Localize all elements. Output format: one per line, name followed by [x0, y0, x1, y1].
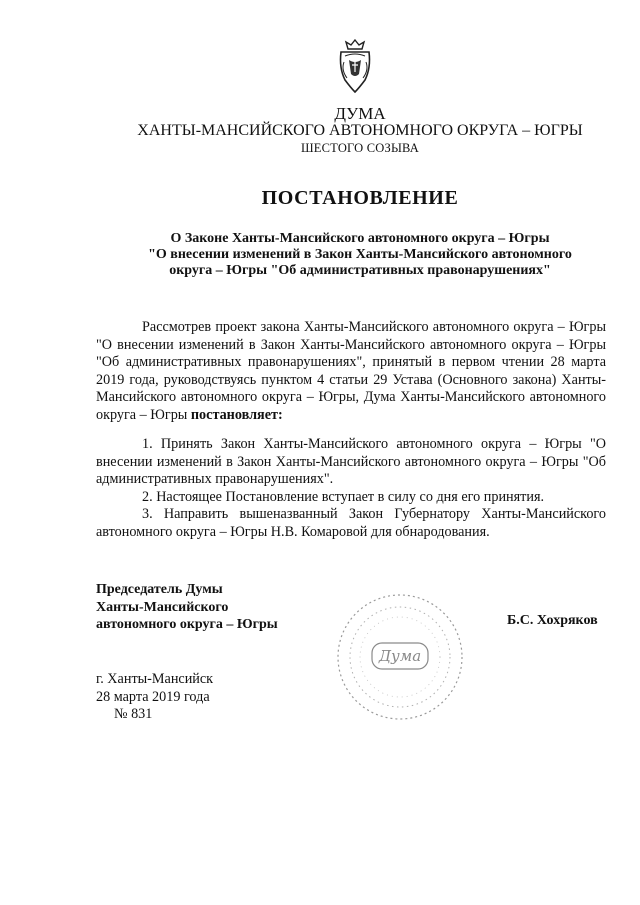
document-number: № 831 — [114, 706, 153, 722]
subject-line: округа – Югры "Об административных правонарушениях" — [169, 263, 551, 278]
signatory-title-line: Председатель Думы — [96, 582, 223, 597]
resolution-item: 1. Принять Закон Ханты-Мансийского автономного округа – Югры "О внесении изменений в Закон Ханты-Мансийского автономного округа – Югры "Об административных правонарушениях". — [96, 436, 606, 488]
seal-text: Дума — [378, 647, 422, 665]
resolution-item: 3. Направить вышеназванный Закон Губернатору Ханты-Мансийского автономного округа – Югры Н.В. Комаровой для обнародования. — [96, 506, 606, 540]
preamble-text: Рассмотрев проект закона Ханты-Мансийского автономного округа – Югры "О внесении изменений в Закон Ханты-Мансийского автономного округа – Югры "Об административных правонарушениях", принятый в первом чтении 28 марта 2019 года, руководствуясь пунктом 4 статьи 29 Устава (Основного закона) Ханты-Мансийского автономного округа – Югры, Дума Ханты-Мансийского автономного округа – Югры — [96, 319, 606, 423]
signatory-title-line: Ханты-Мансийского — [96, 599, 229, 615]
signatory-title — [96, 581, 278, 634]
signatory-title-line: автономного округа – Югры — [96, 617, 278, 632]
document-subject — [130, 231, 590, 279]
resolution-items — [96, 436, 606, 542]
decision-word: постановляет: — [190, 406, 283, 423]
official-seal — [330, 587, 470, 727]
convocation: ШЕСТОГО СОЗЫВА — [300, 141, 420, 155]
date: 28 марта 2019 года — [96, 688, 210, 705]
city: г. Ханты-Мансийск — [96, 671, 214, 687]
org-region: ХАНТЫ-МАНСИЙСКОГО АВТОНОМНОГО ОКРУГА – ЮГРЫ — [137, 122, 583, 139]
subject-line: "О внесении изменений в Закон Ханты-Мансийского автономного — [148, 247, 572, 262]
preamble — [96, 319, 606, 425]
subject-line: О Законе Ханты-Мансийского автономного округа – Югры — [170, 231, 550, 246]
document-type: ПОСТАНОВЛЕНИЕ — [261, 187, 459, 209]
coat-of-arms-icon — [335, 38, 375, 94]
place-and-date — [96, 671, 213, 724]
signatory-name: Б.С. Хохряков — [507, 613, 598, 628]
org-name: ДУМА — [334, 104, 386, 123]
resolution-item: 2. Настоящее Постановление вступает в силу со дня его принятия. — [142, 488, 545, 505]
